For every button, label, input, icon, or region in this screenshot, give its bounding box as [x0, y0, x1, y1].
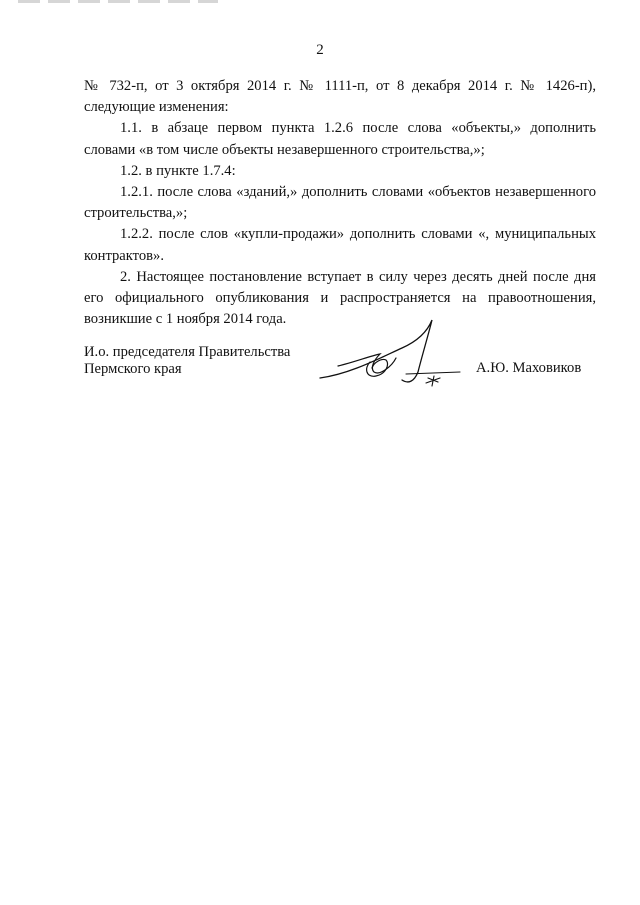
paragraph-item-1-2-1: 1.2.1. после слова «зданий,» дополнить словами «объектов незавершенного строительства,»;: [84, 184, 596, 222]
signatory-title-line-2: Пермского края: [84, 361, 182, 377]
scan-edge-mark: [18, 0, 218, 3]
signatory-title-line-1: И.о. председателя Правительства: [84, 344, 291, 360]
paragraph-item-1-2-2: 1.2.2. после слов «купли-продажи» дополнить словами «, муниципальных контрактов».: [84, 226, 596, 264]
signatory-title: [84, 344, 290, 378]
document-body: [84, 76, 596, 330]
paragraph-item-2: 2. Настоящее постановление вступает в силу через десять дней после дня его официального опубликования и распространяется на правоотношения, возникшие с 1 ноября 2014 года.: [84, 268, 596, 328]
paragraph-item-1-1: 1.1. в абзаце первом пункта 1.2.6 после слова «объекты,» дополнить словами «в том числе объекты незавершенного строительства,»;: [84, 120, 596, 158]
handwritten-signature: [310, 316, 470, 390]
page-number: 2: [316, 42, 324, 58]
signatory-name: А.Ю. Маховиков: [476, 360, 582, 376]
paragraph-continuation: № 732-п, от 3 октября 2014 г. № 1111-п, от 8 декабря 2014 г. № 1426-п), следующие изменения:: [84, 78, 596, 116]
paragraph-item-1-2: 1.2. в пункте 1.7.4:: [120, 162, 236, 179]
